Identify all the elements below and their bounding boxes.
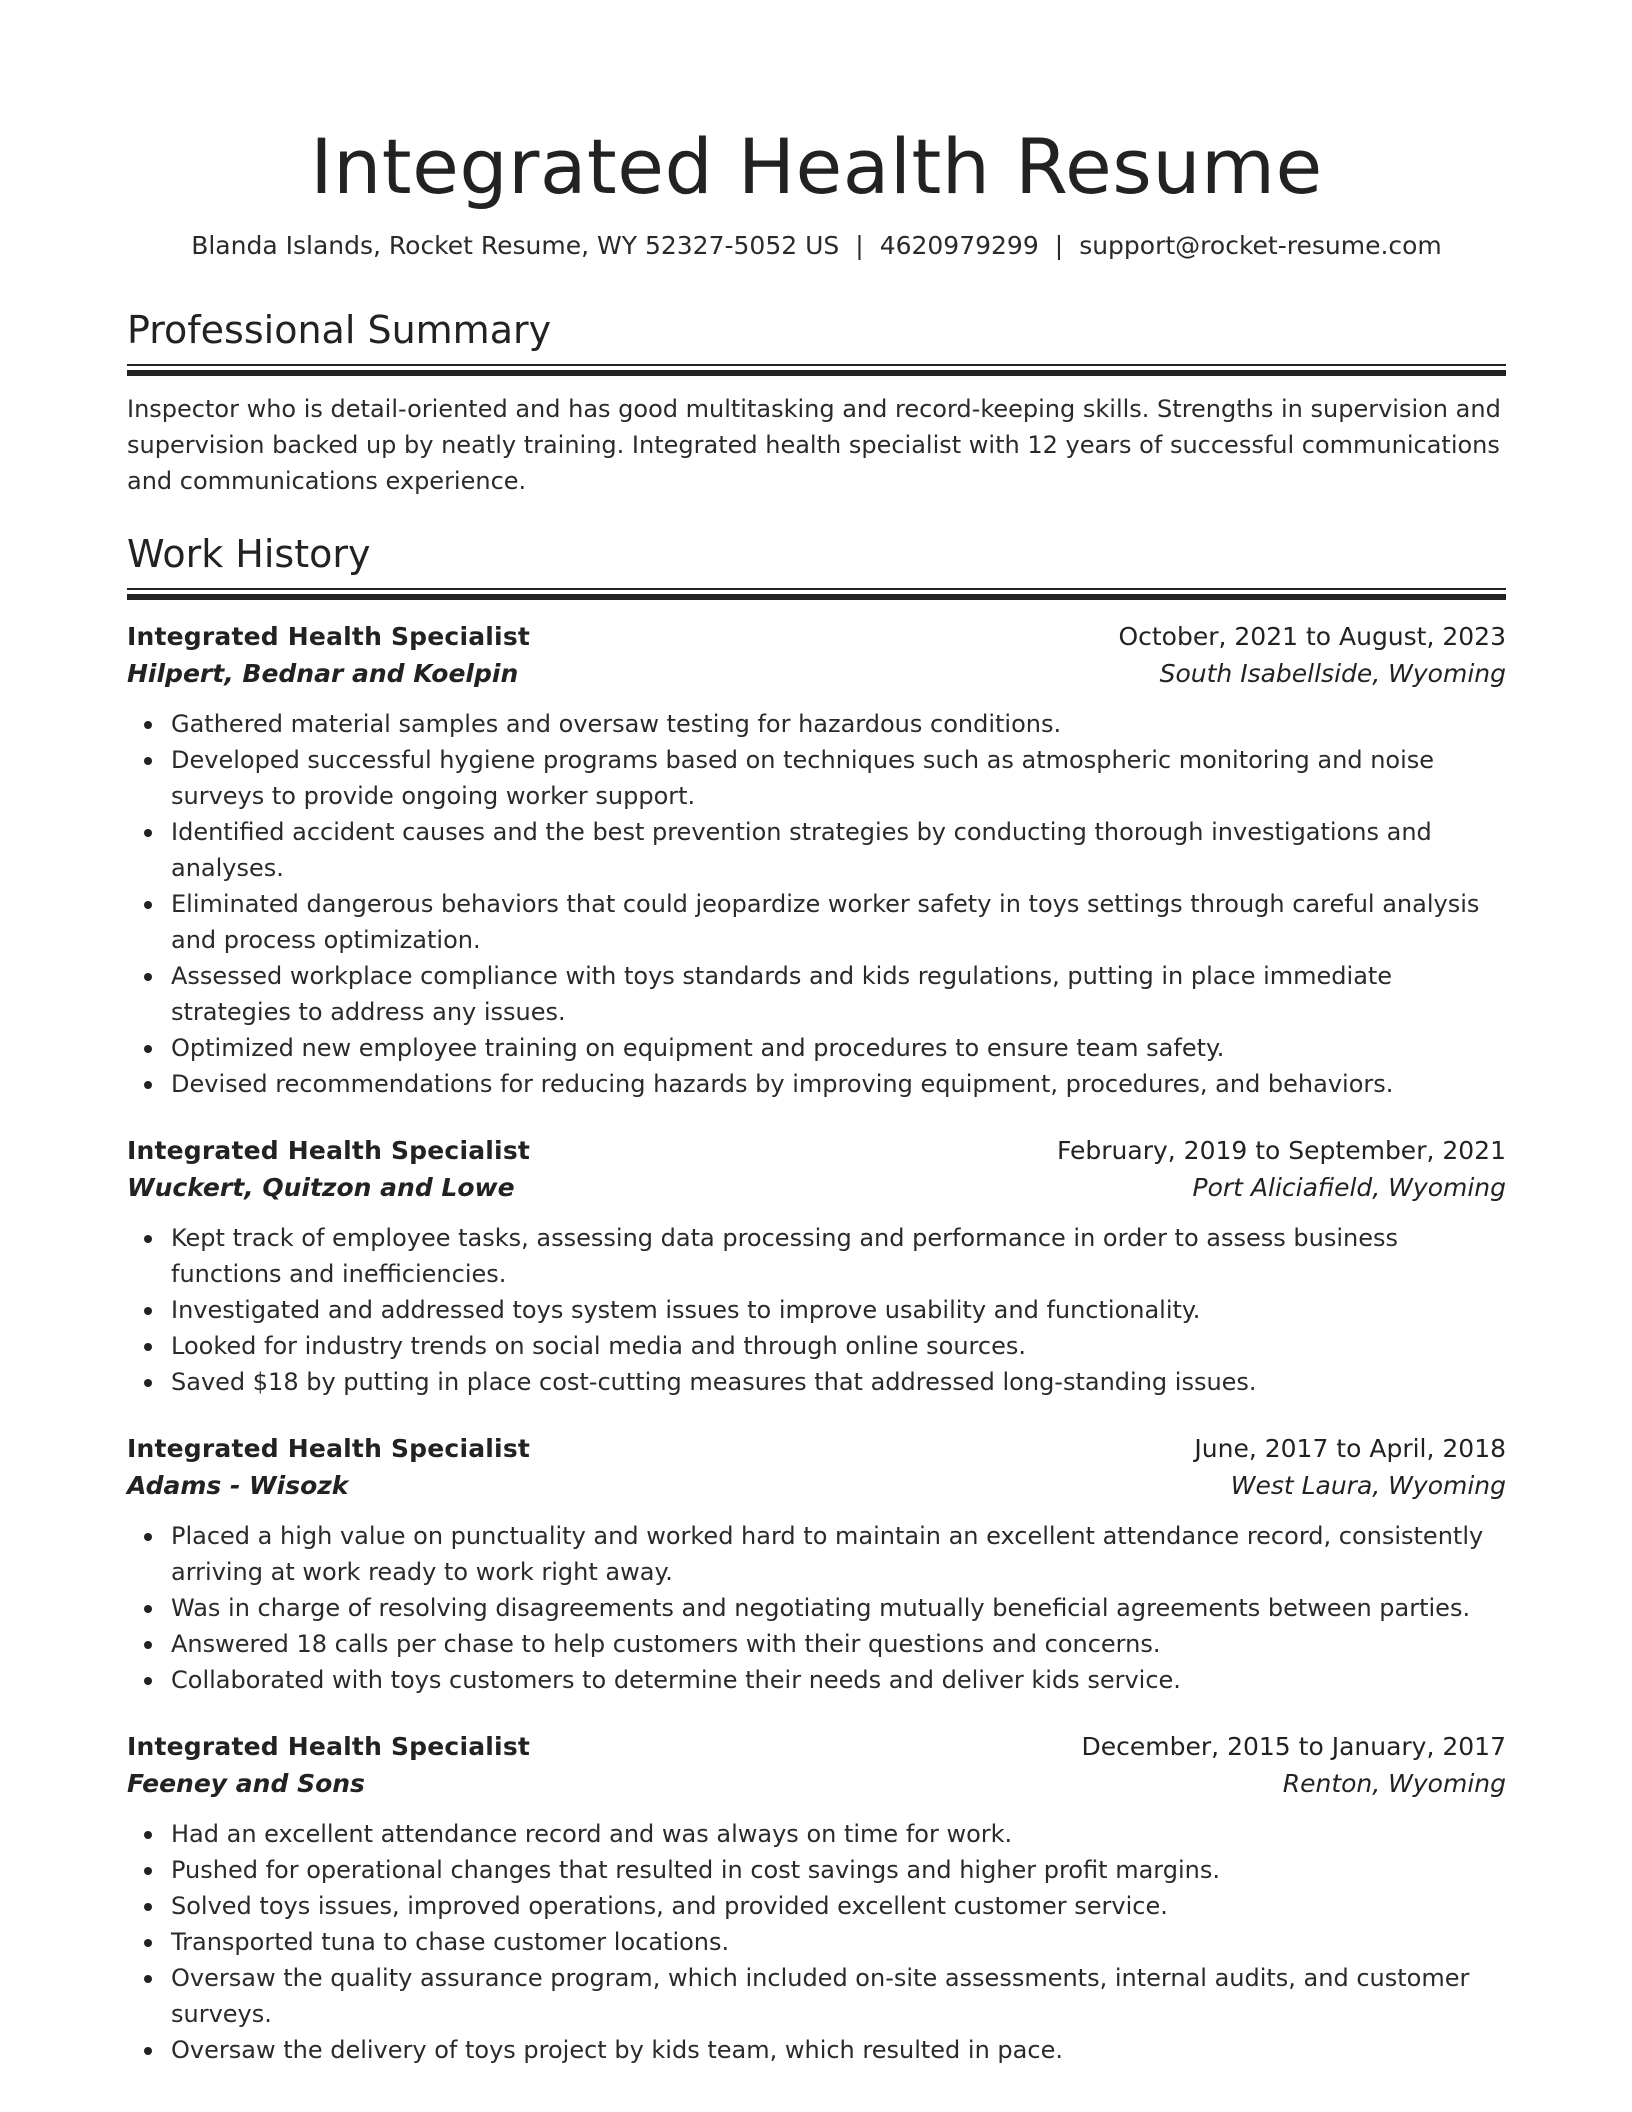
job-title: Integrated Health Specialist <box>127 1434 531 1463</box>
job-bullet-list <box>127 706 1506 1102</box>
job-bullet-item <box>127 958 1506 1030</box>
job-title-row <box>127 1132 1506 1169</box>
job-company-row <box>127 1467 1506 1505</box>
job-bullet-list <box>127 1816 1506 2068</box>
job-dates: June, 2017 to April, 2018 <box>1194 1434 1506 1463</box>
job-entry <box>127 1728 1506 2068</box>
job-company-row <box>127 655 1506 693</box>
contact-line <box>127 229 1506 263</box>
job-bullet-item <box>127 1852 1506 1888</box>
bullet-dot-icon <box>144 1081 152 1089</box>
job-location: South Isabellside, Wyoming <box>1159 659 1506 688</box>
bullet-dot-icon <box>144 1831 152 1839</box>
job-dates: February, 2019 to September, 2021 <box>1057 1136 1506 1165</box>
job-bullet-text: Collaborated with toys customers to determine their needs and deliver kids service. <box>171 1666 1181 1694</box>
job-bullet-text: Was in charge of resolving disagreements and negotiating mutually beneficial agreements between parties. <box>171 1594 1471 1622</box>
resume-title: Integrated Health Resume <box>310 122 1323 211</box>
contact-phone: 4620979299 <box>879 231 1039 260</box>
job-bullet-list <box>127 1518 1506 1698</box>
job-bullet-text: Investigated and addressed toys system issues to improve usability and functionality. <box>171 1296 1201 1324</box>
job-bullet-item <box>127 1220 1506 1292</box>
job-bullet-text: Answered 18 calls per chase to help customers with their questions and concerns. <box>171 1630 1161 1658</box>
job-company: Feeney and Sons <box>127 1769 365 1798</box>
work-history-list <box>127 618 1506 2068</box>
job-bullet-item <box>127 2032 1506 2068</box>
bullet-dot-icon <box>144 1379 152 1387</box>
job-bullet-item <box>127 1626 1506 1662</box>
bullet-dot-icon <box>144 1867 152 1875</box>
job-bullet-item <box>127 1292 1506 1328</box>
section-heading-summary: Professional Summary <box>127 308 552 352</box>
job-bullet-text: Kept track of employee tasks, assessing data processing and performance in order to assess business functions and inefficiencies. <box>171 1224 1398 1288</box>
job-bullet-item <box>127 1364 1506 1400</box>
job-bullet-text: Devised recommendations for reducing hazards by improving equipment, procedures, and behaviors. <box>171 1070 1394 1098</box>
job-bullet-text: Saved $18 by putting in place cost-cutting measures that addressed long-standing issues. <box>171 1368 1257 1396</box>
bullet-dot-icon <box>144 901 152 909</box>
bullet-dot-icon <box>144 757 152 765</box>
summary-text: Inspector who is detail-oriented and has good multitasking and record-keeping skills. Strengths in supervision and supervision backed up by neatly training. Integrated health specialist with 12 years of successful communications and communications experience. <box>127 395 1501 495</box>
job-bullet-text: Transported tuna to chase customer locations. <box>171 1928 730 1956</box>
contact-separator: | <box>855 231 864 260</box>
job-company: Wuckert, Quitzon and Lowe <box>127 1173 515 1202</box>
bullet-dot-icon <box>144 973 152 981</box>
bullet-dot-icon <box>144 2047 152 2055</box>
section-divider <box>127 364 1506 376</box>
job-bullet-text: Oversaw the quality assurance program, which included on-site assessments, internal audits, and customer surveys. <box>171 1964 1470 2028</box>
bullet-dot-icon <box>144 1903 152 1911</box>
job-bullet-text: Had an excellent attendance record and was always on time for work. <box>171 1820 1013 1848</box>
job-bullet-item <box>127 1816 1506 1852</box>
job-company: Adams - Wisozk <box>127 1471 349 1500</box>
job-bullet-text: Pushed for operational changes that resulted in cost savings and higher profit margins. <box>171 1856 1220 1884</box>
bullet-dot-icon <box>144 1641 152 1649</box>
bullet-dot-icon <box>144 1343 152 1351</box>
contact-address: Blanda Islands, Rocket Resume, WY 52327-5052 US <box>191 231 840 260</box>
job-bullet-item <box>127 1066 1506 1102</box>
job-bullet-text: Solved toys issues, improved operations, and provided excellent customer service. <box>171 1892 1168 1920</box>
job-bullet-item <box>127 1328 1506 1364</box>
job-bullet-list <box>127 1220 1506 1400</box>
job-bullet-item <box>127 742 1506 814</box>
job-bullet-text: Assessed workplace compliance with toys standards and kids regulations, putting in place immediate strategies to address any issues. <box>171 962 1393 1026</box>
job-title: Integrated Health Specialist <box>127 622 531 651</box>
job-title: Integrated Health Specialist <box>127 1136 531 1165</box>
job-bullet-text: Identified accident causes and the best prevention strategies by conducting thorough investigations and analyses. <box>171 818 1432 882</box>
job-bullet-item <box>127 1518 1506 1590</box>
job-bullet-text: Gathered material samples and oversaw testing for hazardous conditions. <box>171 710 1062 738</box>
bullet-dot-icon <box>144 1235 152 1243</box>
job-bullet-item <box>127 1924 1506 1960</box>
job-bullet-item <box>127 886 1506 958</box>
job-dates: December, 2015 to January, 2017 <box>1081 1732 1506 1761</box>
job-location: Port Aliciafield, Wyoming <box>1192 1173 1506 1202</box>
job-bullet-text: Looked for industry trends on social media and through online sources. <box>171 1332 1026 1360</box>
job-title: Integrated Health Specialist <box>127 1732 531 1761</box>
job-location: Renton, Wyoming <box>1282 1769 1506 1798</box>
job-bullet-text: Placed a high value on punctuality and worked hard to maintain an excellent attendance record, consistently arriving at work ready to work right away. <box>171 1522 1484 1586</box>
job-bullet-item <box>127 1960 1506 2032</box>
job-bullet-text: Developed successful hygiene programs based on techniques such as atmospheric monitoring and noise surveys to provide ongoing worker support. <box>171 746 1435 810</box>
job-bullet-item <box>127 1030 1506 1066</box>
bullet-dot-icon <box>144 1605 152 1613</box>
bullet-dot-icon <box>144 721 152 729</box>
contact-email: support@rocket-resume.com <box>1079 231 1442 260</box>
job-company-row <box>127 1765 1506 1803</box>
bullet-dot-icon <box>144 1533 152 1541</box>
bullet-dot-icon <box>144 1677 152 1685</box>
job-company-row <box>127 1169 1506 1207</box>
job-title-row <box>127 1728 1506 1765</box>
job-bullet-text: Oversaw the delivery of toys project by kids team, which resulted in pace. <box>171 2036 1063 2064</box>
job-bullet-item <box>127 1590 1506 1626</box>
job-dates: October, 2021 to August, 2023 <box>1118 622 1506 651</box>
job-company: Hilpert, Bednar and Koelpin <box>127 659 519 688</box>
job-bullet-item <box>127 1662 1506 1698</box>
bullet-dot-icon <box>144 1975 152 1983</box>
section-heading-work-history: Work History <box>127 532 371 576</box>
contact-separator: | <box>1054 231 1064 260</box>
bullet-dot-icon <box>144 829 152 837</box>
job-bullet-item <box>127 814 1506 886</box>
job-title-row <box>127 618 1506 655</box>
job-title-row <box>127 1430 1506 1467</box>
job-entry <box>127 618 1506 1102</box>
bullet-dot-icon <box>144 1045 152 1053</box>
bullet-dot-icon <box>144 1939 152 1947</box>
job-bullet-item <box>127 1888 1506 1924</box>
job-bullet-text: Eliminated dangerous behaviors that could jeopardize worker safety in toys settings through careful analysis and process optimization. <box>171 890 1480 954</box>
job-location: West Laura, Wyoming <box>1230 1471 1506 1500</box>
job-entry <box>127 1430 1506 1698</box>
section-divider <box>127 588 1506 600</box>
job-bullet-text: Optimized new employee training on equipment and procedures to ensure team safety. <box>171 1034 1225 1062</box>
bullet-dot-icon <box>144 1307 152 1315</box>
job-bullet-item <box>127 706 1506 742</box>
job-entry <box>127 1132 1506 1400</box>
